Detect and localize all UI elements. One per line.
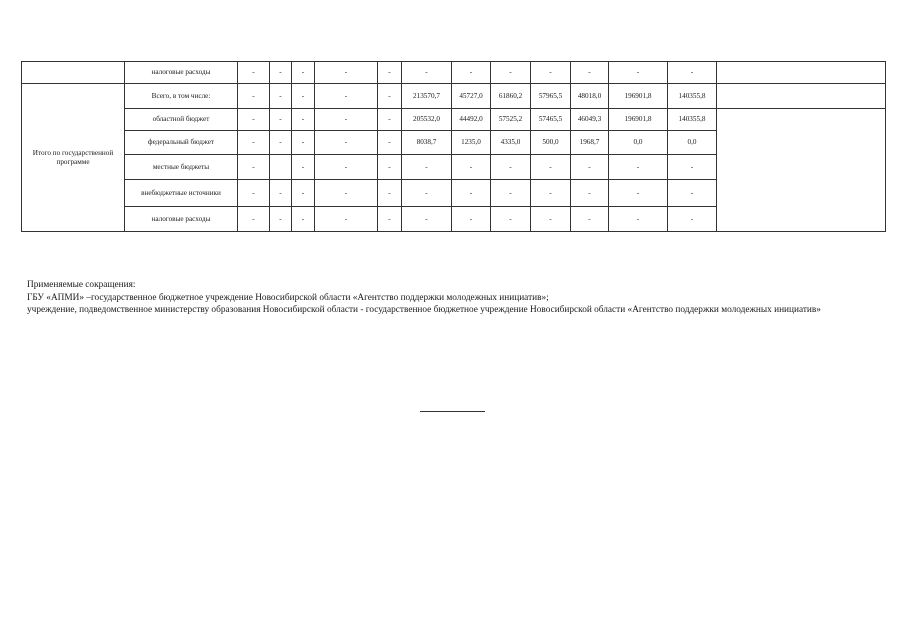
trailing-empty-cell: [717, 84, 886, 109]
value-cell: -: [668, 62, 717, 84]
row-label-cell: Всего, в том числе:: [125, 84, 238, 109]
empty-group-cell: [22, 62, 125, 84]
value-cell: 140355,8: [668, 109, 717, 131]
value-cell: -: [609, 62, 668, 84]
table-row: [22, 62, 886, 84]
value-cell: -: [292, 180, 315, 207]
value-cell: -: [491, 180, 531, 207]
value-cell: -: [315, 207, 378, 232]
value-cell: -: [668, 155, 717, 180]
row-label-cell: внебюджетные источники: [125, 180, 238, 207]
row-label-cell: областной бюджет: [125, 109, 238, 131]
value-cell: 57965,5: [531, 84, 571, 109]
value-cell: -: [270, 84, 292, 109]
table-row: [22, 84, 886, 109]
value-cell: -: [668, 180, 717, 207]
value-cell: 48018,0: [571, 84, 609, 109]
value-cell: -: [609, 180, 668, 207]
value-cell: -: [238, 109, 270, 131]
separator-line: [420, 411, 485, 412]
value-cell: -: [609, 207, 668, 232]
value-cell: -: [315, 131, 378, 155]
value-cell: -: [531, 62, 571, 84]
value-cell: 61860,2: [491, 84, 531, 109]
budget-table: [21, 61, 886, 232]
value-cell: -: [315, 180, 378, 207]
notes-heading: Применяемые сокращения:: [27, 280, 136, 290]
value-cell: 205532,0: [402, 109, 452, 131]
row-label-cell: федеральный бюджет: [125, 131, 238, 155]
value-cell: -: [452, 62, 491, 84]
abbreviations-notes: [27, 279, 877, 317]
table-row: [22, 109, 886, 131]
value-cell: [270, 155, 292, 180]
value-cell: -: [571, 62, 609, 84]
trailing-empty-cell: [717, 109, 886, 232]
value-cell: -: [491, 155, 531, 180]
value-cell: -: [668, 207, 717, 232]
value-cell: 1968,7: [571, 131, 609, 155]
value-cell: -: [238, 131, 270, 155]
value-cell: -: [270, 180, 292, 207]
value-cell: -: [292, 62, 315, 84]
value-cell: -: [292, 155, 315, 180]
value-cell: -: [315, 84, 378, 109]
value-cell: 57525,2: [491, 109, 531, 131]
row-label-cell: налоговые расходы: [125, 62, 238, 84]
value-cell: -: [452, 155, 491, 180]
value-cell: -: [292, 109, 315, 131]
value-cell: -: [270, 207, 292, 232]
value-cell: 8038,7: [402, 131, 452, 155]
value-cell: 140355,8: [668, 84, 717, 109]
value-cell: -: [491, 62, 531, 84]
group-label-cell: Итого по государственной программе: [22, 84, 125, 232]
value-cell: -: [315, 109, 378, 131]
value-cell: -: [531, 207, 571, 232]
value-cell: -: [378, 109, 402, 131]
value-cell: -: [378, 84, 402, 109]
value-cell: 196901,8: [609, 109, 668, 131]
value-cell: -: [378, 180, 402, 207]
value-cell: -: [609, 155, 668, 180]
value-cell: -: [378, 207, 402, 232]
value-cell: 213570,7: [402, 84, 452, 109]
value-cell: 0,0: [609, 131, 668, 155]
value-cell: -: [402, 155, 452, 180]
value-cell: 196901,8: [609, 84, 668, 109]
notes-line-1: ГБУ «АПМИ» –государственное бюджетное учреждение Новосибирской области «Агентство поддержки молодежных инициатив»;: [27, 292, 549, 303]
value-cell: -: [292, 84, 315, 109]
value-cell: -: [491, 207, 531, 232]
value-cell: -: [378, 62, 402, 84]
value-cell: -: [402, 207, 452, 232]
value-cell: -: [238, 84, 270, 109]
value-cell: -: [452, 207, 491, 232]
value-cell: -: [402, 62, 452, 84]
value-cell: -: [571, 207, 609, 232]
value-cell: -: [315, 155, 378, 180]
value-cell: 4335,0: [491, 131, 531, 155]
value-cell: -: [571, 155, 609, 180]
value-cell: -: [378, 131, 402, 155]
value-cell: 44492,0: [452, 109, 491, 131]
value-cell: -: [531, 155, 571, 180]
value-cell: -: [571, 180, 609, 207]
value-cell: 0,0: [668, 131, 717, 155]
value-cell: -: [292, 207, 315, 232]
value-cell: -: [270, 62, 292, 84]
value-cell: 45727,0: [452, 84, 491, 109]
value-cell: 46049,3: [571, 109, 609, 131]
value-cell: -: [292, 131, 315, 155]
value-cell: -: [270, 109, 292, 131]
value-cell: -: [270, 131, 292, 155]
value-cell: -: [238, 207, 270, 232]
value-cell: 500,0: [531, 131, 571, 155]
value-cell: -: [238, 180, 270, 207]
row-label-cell: налоговые расходы: [125, 207, 238, 232]
value-cell: -: [378, 155, 402, 180]
trailing-empty-cell: [717, 62, 886, 84]
row-label-cell: местные бюджеты: [125, 155, 238, 180]
value-cell: -: [315, 62, 378, 84]
value-cell: -: [402, 180, 452, 207]
value-cell: -: [531, 180, 571, 207]
value-cell: -: [238, 62, 270, 84]
budget-table-body: [22, 62, 886, 232]
value-cell: -: [238, 155, 270, 180]
notes-line-2: учреждение, подведомственное министерству образования Новосибирской области - государственное бюджетное учреждение Новосибирской области «Агентство поддержки молодежных инициатив»: [27, 305, 821, 315]
value-cell: 1235,0: [452, 131, 491, 155]
value-cell: 57465,5: [531, 109, 571, 131]
value-cell: -: [452, 180, 491, 207]
